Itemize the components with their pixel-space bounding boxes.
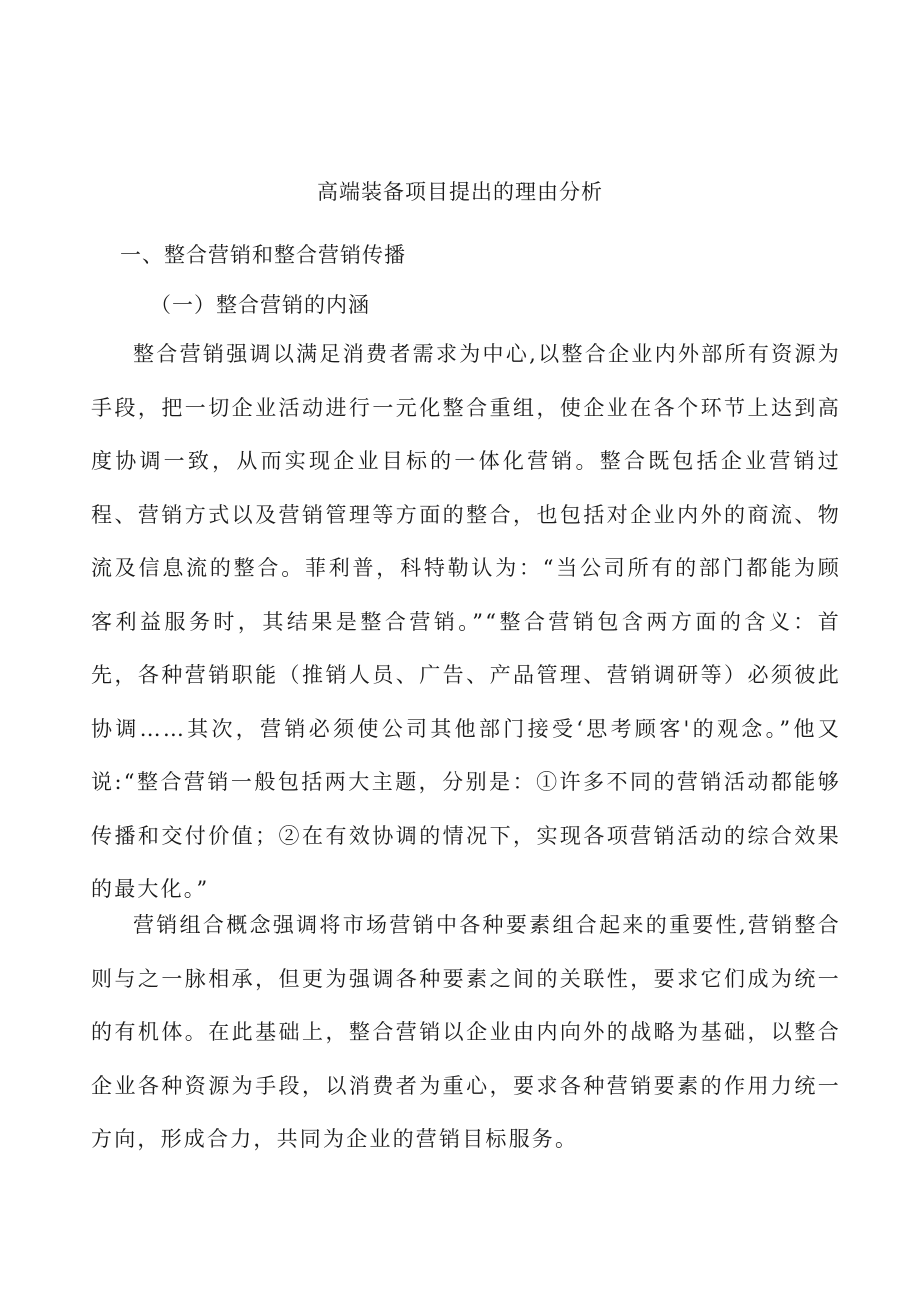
body-paragraph: 营销组合概念强调将市场营销中各种要素组合起来的重要性,营销整合则与之一脉相承，但更为强调各种要素之间的关联性，要求它们成为统一的有机体。在此基础上，整合营销以企业由内向外的战略为基础，以整合企业各种资源为手段，以消费者为重心，要求各种营销要素的作用力统一方向，形成合力，共同为企业的营销目标服务。 — [91, 913, 841, 1151]
section-heading: 一、整合营销和整合营销传播 — [120, 243, 406, 267]
body-paragraph: 整合营销强调以满足消费者需求为中心,以整合企业内外部所有资源为手段，把一切企业活动进行一元化整合重组，使企业在各个环节上达到高度协调一致，从而实现企业目标的一体化营销。整合既包括企业营销过程、营销方式以及营销管理等方面的整合，也包括对企业内外的商流、物流及信息流的整合。菲利普，科特勒认为：“当公司所有的部门都能为顾客利益服务时，其结果是整合营销。”“整合营销包含两方面的含义：首先，各种营销职能（推销人员、广告、产品管理、营销调研等）必须彼此协调……其次，营销必须使公司其他部门接受‘思考顾客'的观念。”他又说:“整合营销一般包括两大主题，分别是：①许多不同的营销活动都能够传播和交付价值；②在有效协调的情况下，实现各项营销活动的综合效果的最大化。” — [91, 342, 841, 901]
subsection-heading: （一）整合营销的内涵 — [150, 293, 370, 317]
document-title: 高端装备项目提出的理由分析 — [317, 180, 603, 204]
